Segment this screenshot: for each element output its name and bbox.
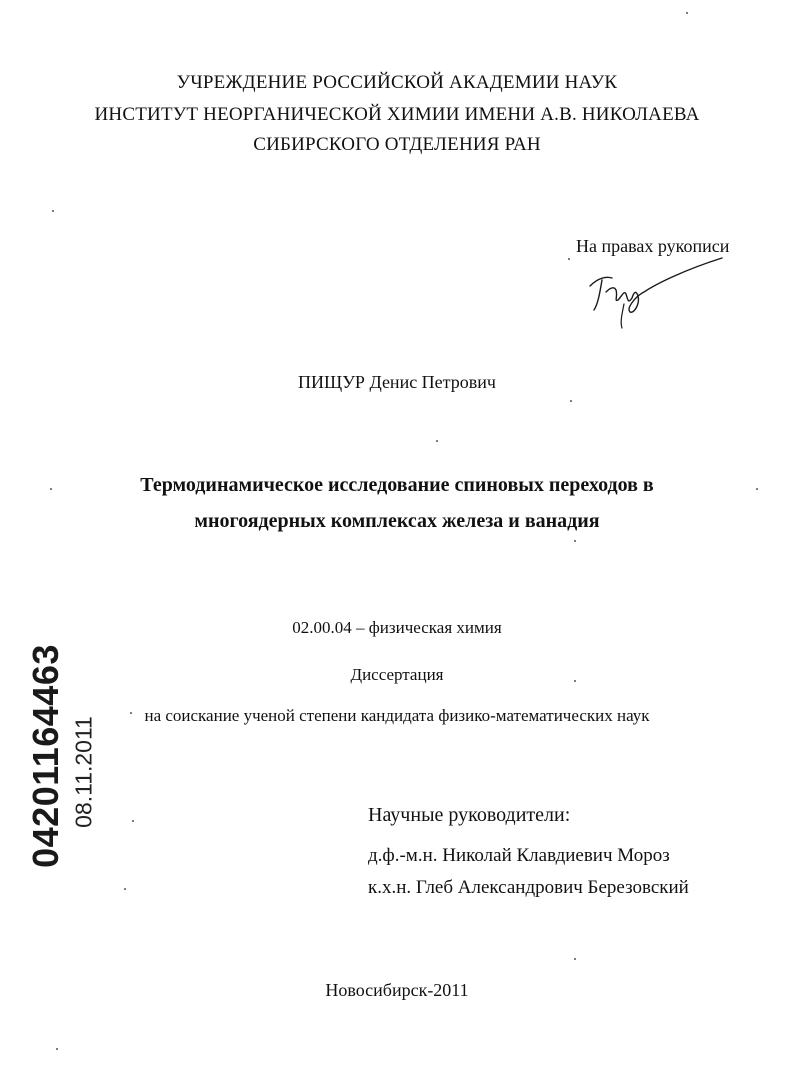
institution-line-1: УЧРЕЖДЕНИЕ РОССИЙСКОЙ АКАДЕМИИ НАУК (176, 72, 618, 93)
scan-speck (436, 440, 438, 442)
scan-speck (686, 12, 688, 14)
scan-speck (130, 712, 132, 714)
advisors-heading: Научные руководители: (368, 804, 571, 826)
scan-speck (132, 820, 134, 822)
author-name: ПИЩУР Денис Петрович (298, 372, 496, 392)
advisor-1: д.ф.-м.н. Николай Клавдиевич Мороз (368, 845, 670, 866)
scan-speck (568, 258, 570, 260)
scan-speck (52, 210, 54, 212)
degree-line: на соискание ученой степени кандидата физико-математических наук (144, 706, 650, 725)
work-type: Диссертация (350, 665, 444, 684)
stamp-date: 08.11.2011 (70, 716, 97, 828)
institution-line-3: СИБИРСКОГО ОТДЕЛЕНИЯ РАН (253, 134, 541, 155)
scan-speck (50, 488, 52, 490)
dissertation-title-line-1: Термодинамическое исследование спиновых переходов в (140, 474, 654, 496)
stamp-number: 04201164463 (25, 644, 66, 868)
dissertation-title-line-2: многоядерных комплексах железа и ванадия (194, 510, 600, 532)
scan-speck (124, 888, 126, 890)
specialty-code: 02.00.04 – физическая химия (292, 618, 502, 637)
scan-speck (574, 680, 576, 682)
manuscript-note: На правах рукописи (576, 236, 730, 256)
scan-speck (574, 540, 576, 542)
city-year: Новосибирск-2011 (325, 980, 469, 1000)
advisor-2: к.х.н. Глеб Александрович Березовский (368, 877, 689, 898)
scan-speck (56, 1048, 58, 1050)
scan-speck (756, 488, 758, 490)
institution-line-2: ИНСТИТУТ НЕОРГАНИЧЕСКОЙ ХИМИИ ИМЕНИ А.В. НИКОЛАЕВА (94, 104, 700, 125)
scan-speck (570, 400, 572, 402)
signature-icon (584, 252, 724, 332)
scan-speck (574, 958, 576, 960)
